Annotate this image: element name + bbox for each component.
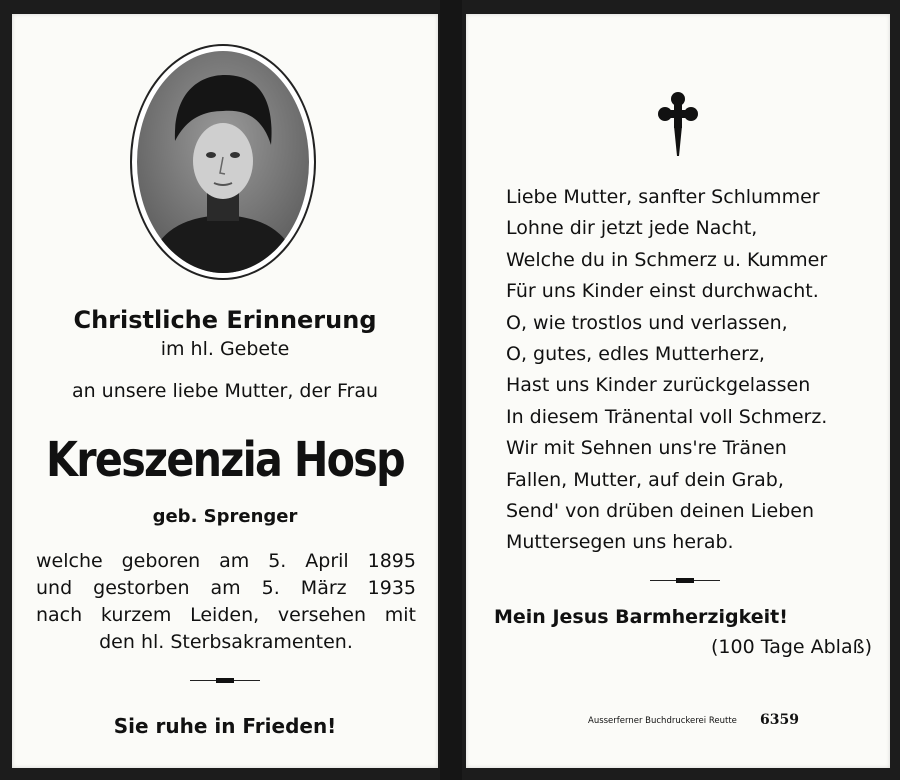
- print-number: 6359: [760, 712, 799, 728]
- printer-imprint: Ausserferner Buchdruckerei Reutte: [588, 716, 737, 726]
- prayer-invocation: Mein Jesus Barmherzigkeit!: [494, 606, 788, 628]
- poem-line: Muttersegen uns herab.: [506, 531, 734, 554]
- poem-line: O, gutes, edles Mutterherz,: [506, 343, 765, 366]
- poem-line: Für uns Kinder einst durchwacht.: [506, 280, 819, 303]
- poem-line: O, wie trostlos und verlassen,: [506, 311, 788, 334]
- bio-line: welche geboren am 5. April 1895: [36, 550, 416, 572]
- deceased-name: Kreszenzia Hosp: [46, 432, 404, 488]
- cross-icon: [656, 90, 700, 160]
- divider-ornament: [190, 678, 260, 683]
- divider-ornament: [650, 578, 720, 583]
- heading: Christliche Erinnerung: [73, 306, 377, 334]
- poem-line: Hast uns Kinder zurückgelassen: [506, 374, 811, 397]
- portrait-image: [135, 49, 311, 275]
- poem-line: Send' von drüben deinen Lieben: [506, 500, 814, 523]
- bio-text: [36, 548, 416, 656]
- poem-line: Liebe Mutter, sanfter Schlummer: [506, 186, 820, 208]
- bio-line: den hl. Sterbsakramenten.: [99, 631, 353, 653]
- poem-line: In diesem Tränental voll Schmerz.: [506, 405, 828, 428]
- poem-line: Lohne dir jetzt jede Nacht,: [506, 217, 758, 240]
- closing-line: Sie ruhe in Frieden!: [113, 714, 337, 738]
- poem: [506, 182, 827, 559]
- poem-line: Fallen, Mutter, auf dein Grab,: [506, 468, 784, 491]
- bio-line: und gestorben am 5. März 1935: [36, 577, 416, 599]
- portrait-photo: [130, 44, 316, 280]
- dedication-line: an unsere liebe Mutter, der Frau: [71, 380, 379, 402]
- birth-name: geb. Sprenger: [152, 506, 298, 527]
- bio-line: nach kurzem Leiden, versehen mit: [36, 604, 416, 626]
- prayer-line: im hl. Gebete: [160, 338, 290, 360]
- card-fold: [440, 0, 462, 780]
- left-card-panel: [12, 14, 438, 768]
- indulgence-note: (100 Tage Ablaß): [711, 636, 872, 658]
- poem-line: Welche du in Schmerz u. Kummer: [506, 248, 828, 271]
- right-card-panel: [466, 14, 890, 768]
- poem-line: Wir mit Sehnen uns're Tränen: [506, 437, 787, 460]
